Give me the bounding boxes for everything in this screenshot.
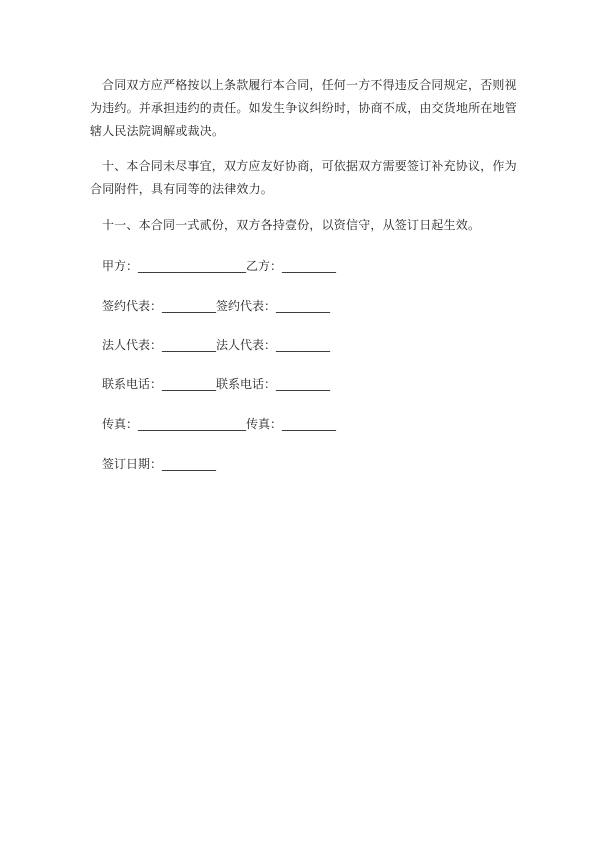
contract-paragraph-ten: 十、本合同未尽事宜，双方应友好协商，可依据双方需要签订补充协议，作为合同附件，具有同等的法律效力。 — [90, 159, 517, 196]
fax-line: 传真：__________________传真：_________ — [102, 417, 337, 431]
contract-paragraph-breach: 合同双方应严格按以上条款履行本合同，任何一方不得违反合同规定，否则视为违约。并承担违约的责任。如发生争议纠纷时，协商不成，由交货地所在地管辖人民法院调解或裁决。 — [90, 78, 518, 138]
contract-paragraph-eleven: 十一、本合同一式贰份，双方各持壹份，以资信守，从签订日起生效。 — [102, 218, 481, 232]
phone-line: 联系电话：_________联系电话：_________ — [102, 377, 331, 391]
signing-date-line: 签订日期：_________ — [102, 457, 217, 471]
party-line: 甲方：__________________乙方：_________ — [102, 259, 337, 273]
legal-representative-line: 法人代表：_________法人代表：_________ — [102, 338, 331, 352]
signing-representative-line: 签约代表：_________签约代表：_________ — [102, 299, 331, 313]
